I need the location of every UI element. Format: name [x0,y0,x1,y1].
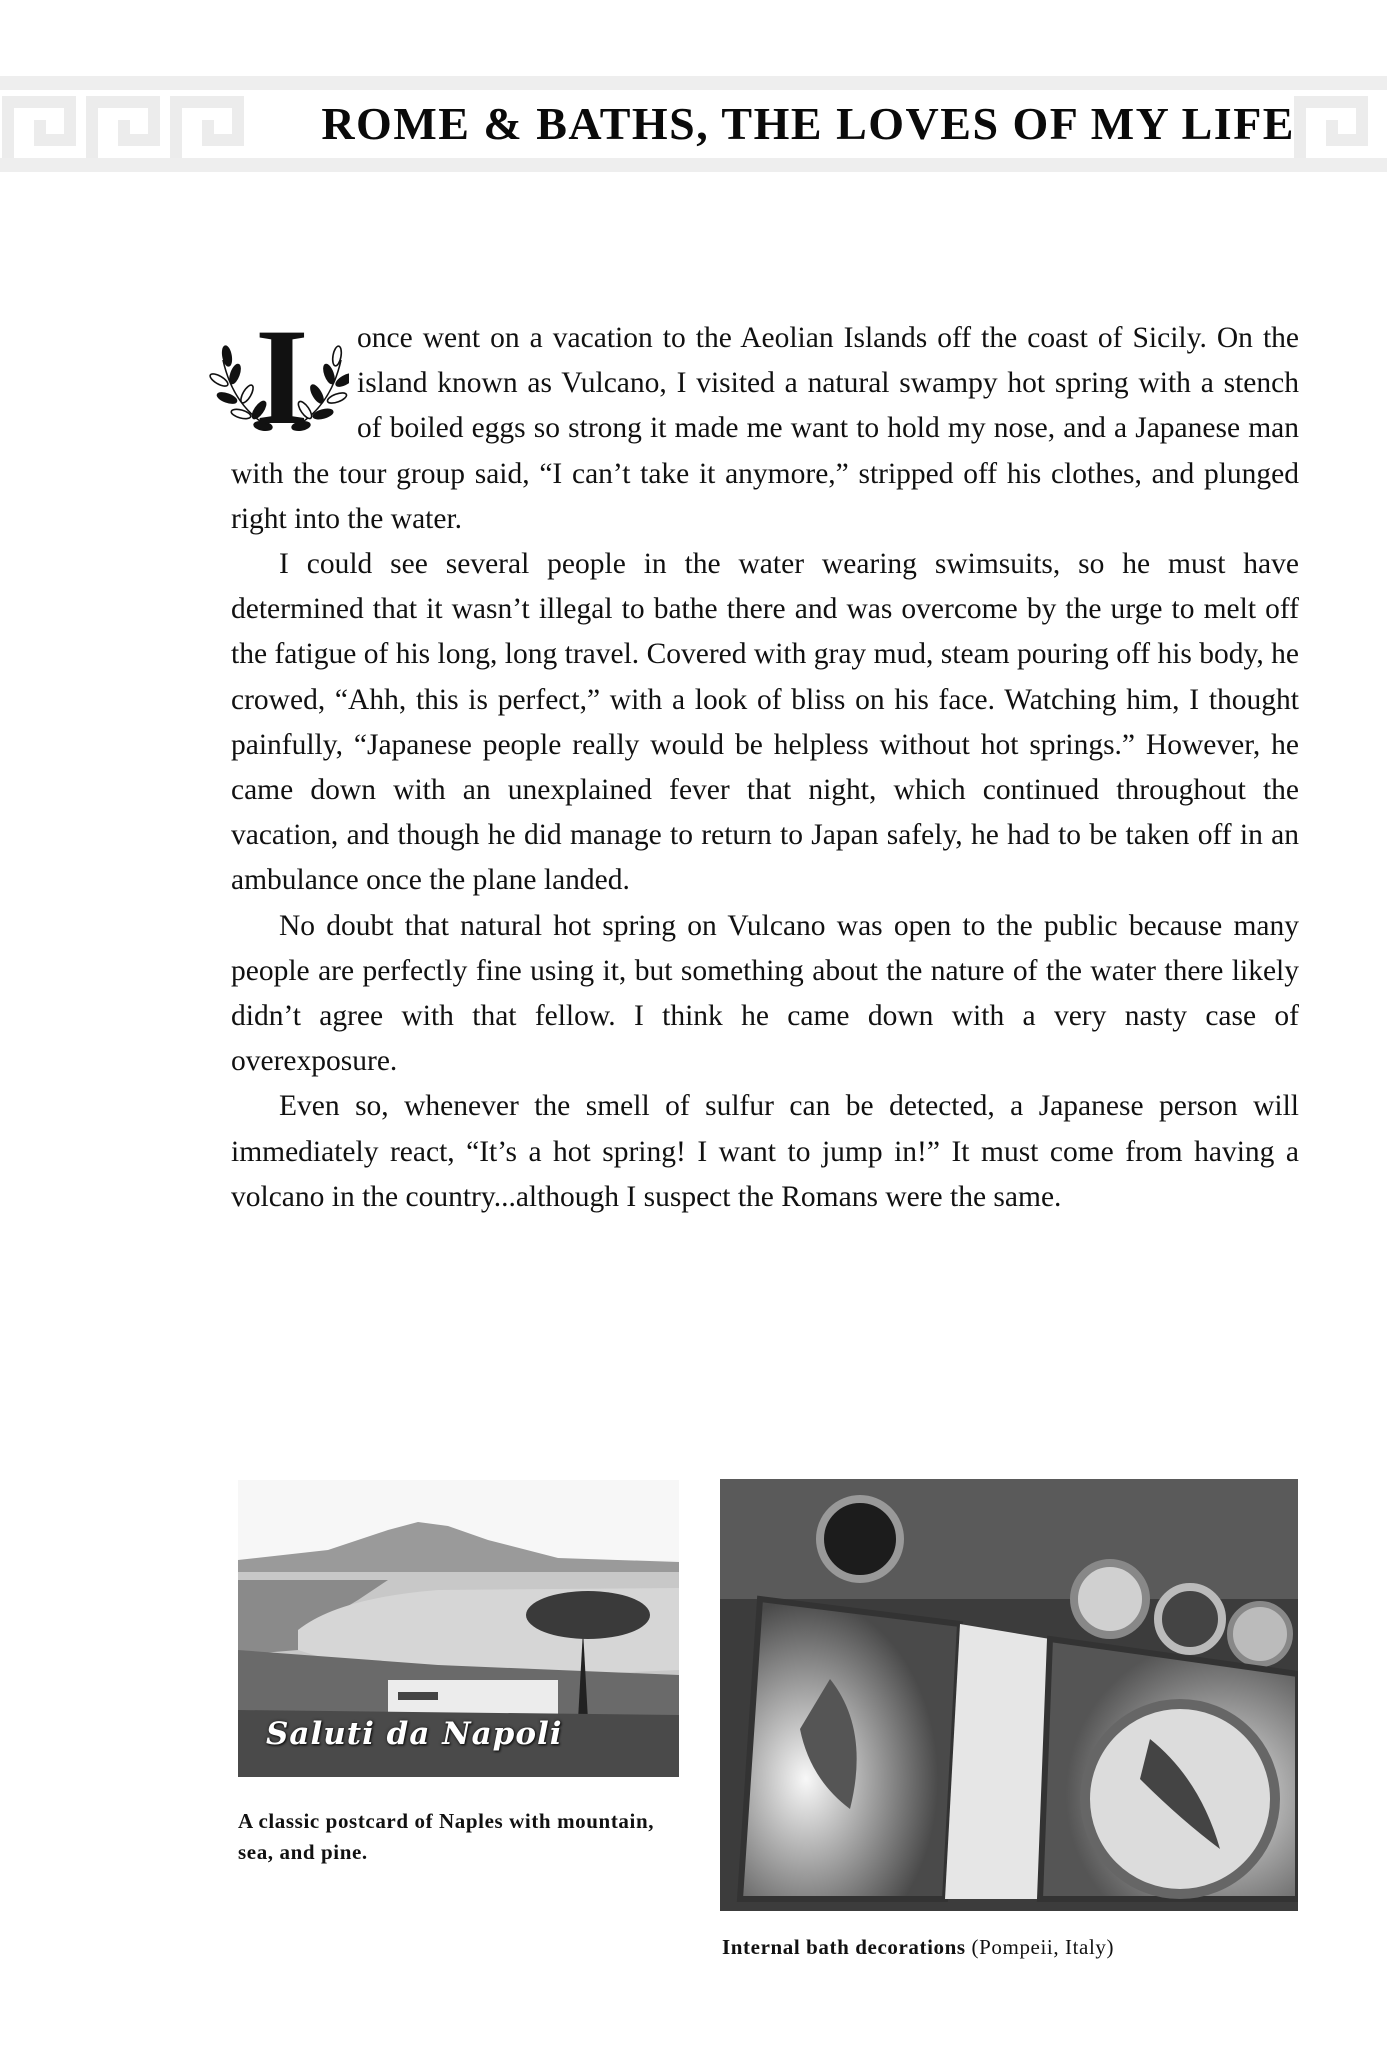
bath-caption-bold: Internal bath decorations [722,1935,966,1959]
page-title: ROME & BATHS, THE LOVES OF MY LIFE [321,98,1295,149]
paragraph-text: once went on a vacation to the Aeolian Islands off the coast of Sicily. On the island known as Vulcano, I visited a natural swampy hot spring with a stench of boiled eggs so strong it made me want to hold my nose, and a Japanese man with the tour group said, “I can’t take it anymore,” stripped off his clothes, and plunged right into the water. [231,322,1299,535]
bath-caption-location: (Pompeii, Italy) [965,1935,1115,1959]
drop-cap-letter: I [255,300,309,453]
drop-cap [209,300,349,453]
postcard-caption: A classic postcard of Naples with mountain, sea, and pine. [238,1809,655,1864]
paragraph-3: No doubt that natural hot spring on Vulcano was open to the public because many people are perfectly fine using it, but something about the nature of the water there likely didn’t agree with that fellow. I think he came down with a very nasty case of overexposure. [231,909,1299,1078]
bath-caption [722,1932,1322,1962]
postcard-overlay-text: Saluti da Napoli [266,1716,563,1752]
paragraph-1 [231,300,1299,542]
article-body [231,300,1299,1220]
paragraph-4: Even so, whenever the smell of sulfur can be detected, a Japanese person will immediately react, “It’s a hot spring! I want to jump in!” It must come from having a volcano in the country...although I suspect the Romans were the same. [231,1090,1299,1213]
pompeii-bath-image [720,1479,1298,1911]
paragraph-2: I could see several people in the water wearing swimsuits, so he must have determined that it wasn’t illegal to bathe there and was overcome by the urge to melt off the fatigue of his long, long travel. Covered with gray mud, steam pouring off his body, he crowed, “Ahh, this is perfect,” with a look of bliss on his face. Watching him, I thought painfully, “Japanese people really would be helpless without hot springs.” However, he came down with an unexplained fever that night, which continued throughout the vacation, and though he did manage to return to Japan safely, he had to be taken off in an ambulance once the plane landed. [231,548,1299,897]
naples-postcard-image [238,1480,679,1777]
bath-relief-icon [720,1479,1298,1911]
